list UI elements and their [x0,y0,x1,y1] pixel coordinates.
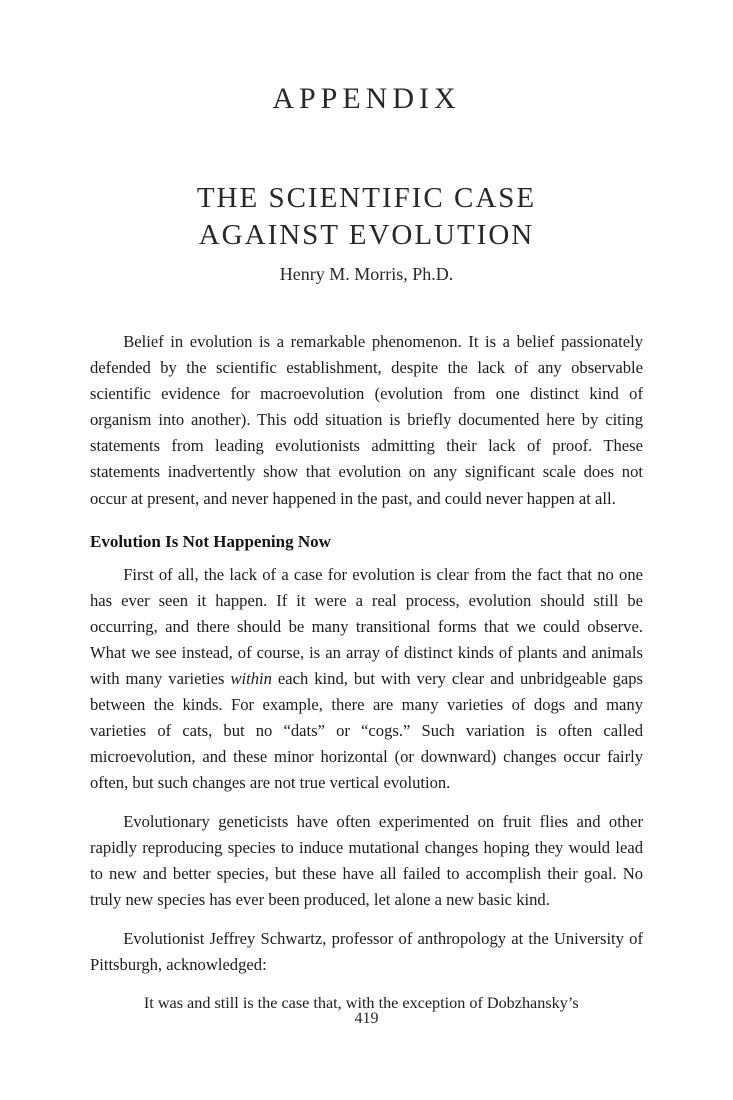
page-number: 419 [354,1010,379,1027]
block-quote: It was and still is the case that, with the exception of Dobzhansky’s [143,994,579,1013]
chapter-title-line1: THE SCIENTIFIC CASE [196,182,537,214]
paragraph-no-case-text: First of all, the lack of a case for evolution is clear from the fact that no one has ever seen it happen. If it were a real process, evolution should still be occurring, and there should be many transitional forms that we could observe. What we see instead, of course, is an array of distinct kinds of plants and animals with many varieties [90,564,643,688]
paragraph-geneticists: Evolutionary geneticists have often experimented on fruit flies and other rapidly reproducing species to induce mutational changes hoping they would lead to new and better species, but these have all failed to accomplish their goal. No truly new species has ever been produced, let alone a new basic kind. [90,811,643,910]
appendix-heading: APPENDIX [272,82,461,115]
author-byline: Henry M. Morris, Ph.D. [279,264,454,285]
chapter-title [90,180,643,254]
paragraph-no-case-italic: within [230,668,272,688]
section-heading: Evolution Is Not Happening Now [90,531,331,551]
paragraph-intro: Belief in evolution is a remarkable phenomenon. It is a belief passionately defended by the scientific establishment, despite the lack of any observable scientific evidence for macroevolution (evolution from one distinct kind of organism into another). This odd situation is briefly documented here by citing statements from leading evolutionists admitting their lack of proof. These statements inadvertently show that evolution on any significant scale does not occur at present, and never happened in the past, and could never happen at all. [90,332,643,508]
paragraph-no-case-text-cont: each kind, but with very clear and unbridgeable gaps between the kinds. For example, there are many varieties of dogs and many varieties of cats, but no “dats” or “cogs.” Such variation is often called microevolution, and these minor horizontal (or downward) changes occur fairly often, but such changes are not true vertical evolution. [90,668,643,792]
chapter-title-line2: AGAINST EVOLUTION [198,219,535,252]
paragraph-schwartz: Evolutionist Jeffrey Schwartz, professor of anthropology at the University of Pittsburgh, acknowledged: [90,929,643,975]
paragraph-no-case [90,562,643,796]
